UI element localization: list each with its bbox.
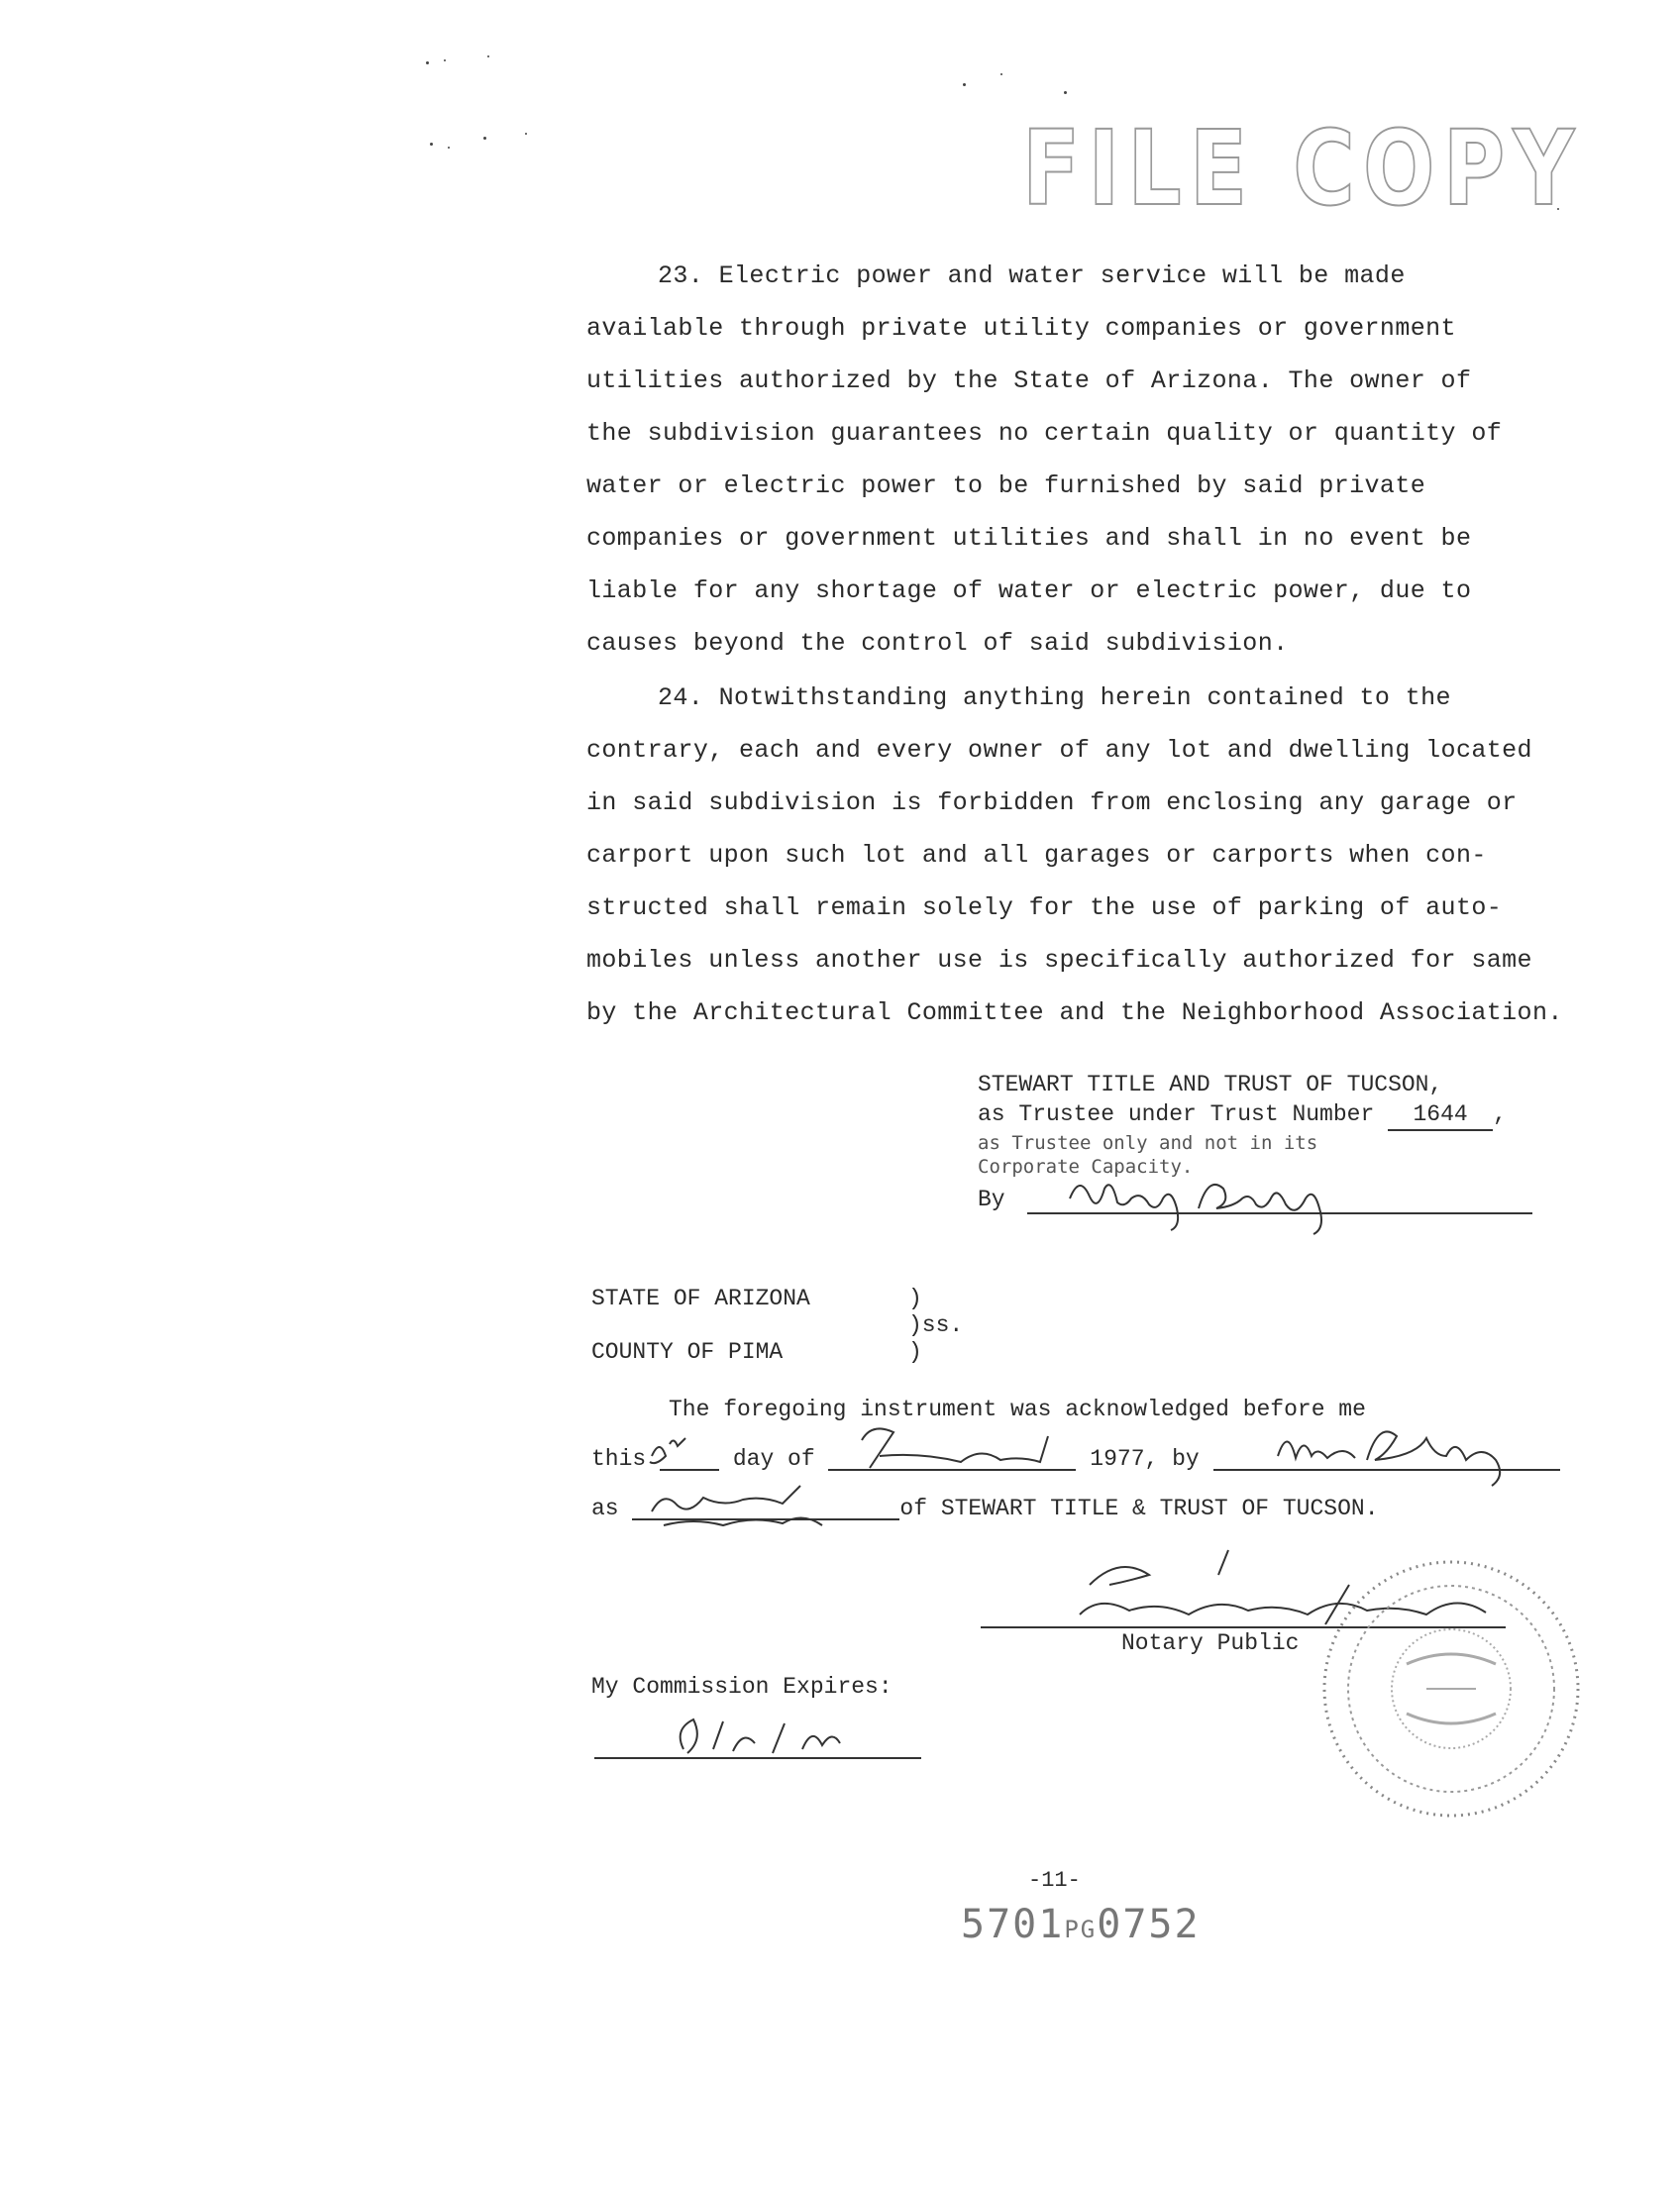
commission-date-line xyxy=(594,1757,921,1759)
trustee-name: STEWART TITLE AND TRUST OF TUCSON, xyxy=(978,1072,1443,1097)
page-number: -11- xyxy=(1028,1868,1081,1893)
section-23-line: liable for any shortage of water or electric power, due to xyxy=(586,576,1472,605)
section-23-paragraph xyxy=(586,250,1597,670)
county-label: COUNTY OF PIMA xyxy=(591,1339,784,1365)
section-23-line: water or electric power to be furnished by said private xyxy=(586,471,1426,500)
ack-year: 1977, xyxy=(1090,1446,1159,1472)
commission-expires-label: My Commission Expires: xyxy=(591,1674,892,1700)
as-label: as xyxy=(591,1496,619,1521)
of-company-label: of STEWART TITLE & TRUST OF TUCSON. xyxy=(899,1496,1379,1521)
section-24-paragraph xyxy=(586,672,1597,1039)
trust-number: 1644 xyxy=(1388,1099,1493,1131)
scan-speck xyxy=(1064,91,1067,94)
ack-handwriting xyxy=(634,1416,1615,1535)
section-24-line: mobiles unless another use is specifically authorized for same xyxy=(586,946,1532,975)
by-label: By xyxy=(978,1187,1005,1212)
section-24-line: 24. Notwithstanding anything herein contained to the xyxy=(658,683,1451,712)
book-number: 5701 xyxy=(961,1902,1065,1947)
capacity-line-2: Corporate Capacity. xyxy=(978,1156,1194,1178)
ack-line-1: The foregoing instrument was acknowledged before me xyxy=(669,1397,1366,1422)
scan-speck xyxy=(487,55,489,57)
venue-block xyxy=(591,1286,963,1366)
file-copy-stamp: FILE COPY xyxy=(1022,108,1583,229)
this-label: this xyxy=(591,1446,647,1472)
trust-number-suffix: , xyxy=(1493,1101,1507,1127)
scan-speck xyxy=(448,147,450,149)
notary-seal xyxy=(1288,1545,1615,1832)
day-of-label: day of xyxy=(732,1446,815,1472)
section-24-line: structed shall remain solely for the use of parking of auto- xyxy=(586,893,1503,922)
scan-speck xyxy=(426,61,429,64)
scan-speck xyxy=(430,143,433,146)
commission-date-handwriting xyxy=(664,1710,892,1763)
state-label: STATE OF ARIZONA xyxy=(591,1286,810,1311)
page-label: PG xyxy=(1064,1916,1098,1943)
section-23-line: companies or government utilities and shall in no event be xyxy=(586,524,1472,553)
trust-number-prefix: as Trustee under Trust Number xyxy=(978,1101,1375,1127)
trustee-signature-handwriting xyxy=(1060,1169,1387,1238)
section-23-line: available through private utility companies or government xyxy=(586,314,1456,343)
section-23-line: the subdivision guarantees no certain quality or quantity of xyxy=(586,419,1503,448)
by-label: by xyxy=(1172,1446,1200,1472)
section-23-line: 23. Electric power and water service will be made xyxy=(658,261,1406,290)
section-23-line: causes beyond the control of said subdivision. xyxy=(586,629,1289,658)
scan-speck xyxy=(525,133,527,135)
scan-speck xyxy=(444,59,446,61)
page-reference: 0752 xyxy=(1097,1902,1201,1947)
venue-paren: ) xyxy=(908,1339,922,1365)
venue-ss: )ss. xyxy=(908,1312,964,1338)
capacity-line-1: as Trustee only and not in its xyxy=(978,1132,1318,1154)
section-24-line: in said subdivision is forbidden from enclosing any garage or xyxy=(586,788,1518,817)
scan-speck xyxy=(1000,73,1002,75)
trust-number-line xyxy=(978,1099,1532,1131)
section-24-line: contrary, each and every owner of any lot and dwelling located xyxy=(586,736,1532,765)
venue-paren: ) xyxy=(908,1286,922,1311)
scan-speck xyxy=(483,137,486,140)
section-23-line: utilities authorized by the State of Arizona. The owner of xyxy=(586,366,1472,395)
book-page-reference xyxy=(961,1902,1201,1947)
notary-public-label: Notary Public xyxy=(1121,1630,1300,1656)
scan-speck xyxy=(963,83,966,86)
section-24-line: carport upon such lot and all garages or carports when con- xyxy=(586,841,1487,870)
section-24-line: by the Architectural Committee and the Neighborhood Association. xyxy=(586,998,1563,1027)
